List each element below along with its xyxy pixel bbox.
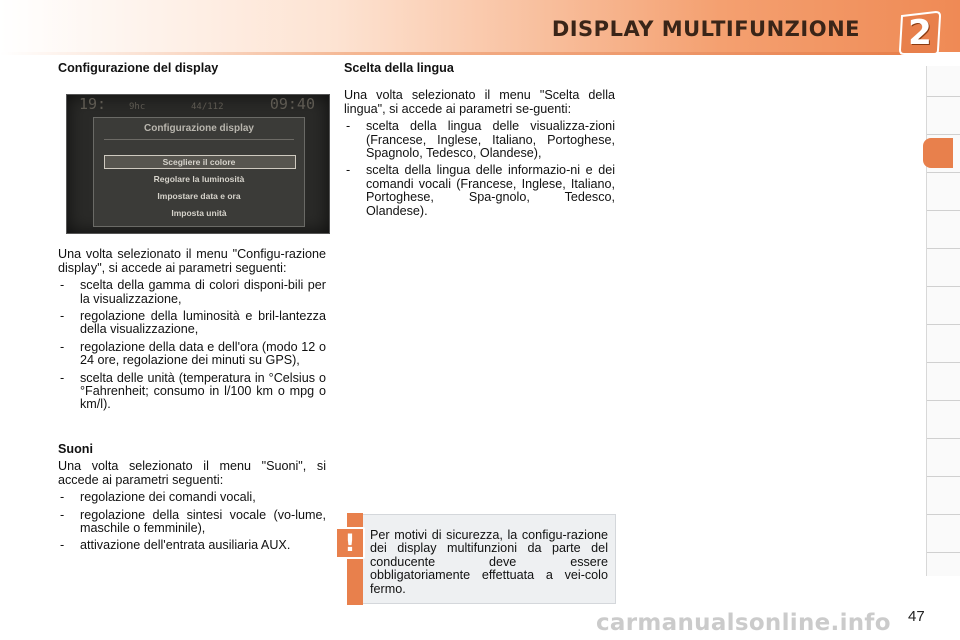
warning-text: Per motivi di sicurezza, la configu-razione dei display multifunzioni da parte del conducente deve essere obbligatoriamente effettuata a vei-colo fermo. (370, 528, 608, 596)
screen-menu-item: Imposta unità (171, 208, 227, 219)
tab-divider (927, 438, 960, 439)
screen-menu-divider (104, 139, 294, 140)
list-item: - regolazione della sintesi vocale (vo-lume, maschile o femminile), (58, 509, 326, 536)
chapter-badge (898, 10, 942, 56)
list-item: - scelta della gamma di colori disponi-bili per la visualizzazione, (58, 279, 326, 306)
display-screenshot (66, 94, 330, 234)
config-intro: Una volta selezionato il menu "Configu-razione display", si accede ai parametri seguenti: (58, 247, 326, 275)
tab-divider (927, 552, 960, 553)
lang-intro: Una volta selezionato il menu "Scelta della lingua", si accede ai parametri se-guenti: (344, 88, 615, 116)
list-item: - scelta della lingua delle visualizza-zioni (Francese, Inglese, Italiano, Portoghese, Spagnolo, Tedesco, Olandese), (344, 120, 615, 160)
screen-menu-title: Configurazione display (143, 123, 254, 135)
screen-menu (93, 117, 305, 227)
tab-divider (927, 286, 960, 287)
tab-divider (927, 96, 960, 97)
suoni-list (58, 491, 326, 553)
tab-divider (927, 400, 960, 401)
screen-indicator: 9hc (129, 102, 146, 113)
tab-divider (927, 134, 960, 135)
tab-divider (927, 248, 960, 249)
safety-warning-box (344, 514, 616, 604)
screen-clock: 09:40 (269, 95, 315, 114)
config-list (58, 279, 326, 412)
watermark: carmanualsonline.info (596, 610, 891, 636)
chapter-number: 2 (908, 13, 932, 53)
tab-divider (927, 514, 960, 515)
tab-divider (927, 324, 960, 325)
screen-menu-item: Impostare data e ora (157, 191, 241, 202)
page-number: 47 (908, 608, 925, 625)
screen-menu-item: Regolare la luminosità (153, 174, 245, 185)
config-heading: Configurazione del display (58, 61, 219, 75)
tab-divider (927, 362, 960, 363)
lang-list (344, 120, 615, 218)
list-item: - regolazione della data e dell'ora (modo 12 o 24 ore, regolazione dei minuti su GPS), (58, 341, 326, 368)
exclamation-icon: ! (335, 527, 365, 559)
list-item: - attivazione dell'entrata ausiliaria AUX. (58, 539, 326, 552)
chapter-tabs (926, 66, 960, 576)
list-item: - scelta della lingua delle informazio-ni e dei comandi vocali (Francese, Inglese, Italiano, Portoghese, Spa-gnolo, Tedesco, Olandese). (344, 164, 615, 218)
suoni-heading: Suoni (58, 441, 93, 456)
list-item: - regolazione dei comandi vocali, (58, 491, 326, 504)
tab-active-chapter[interactable] (923, 138, 953, 168)
tab-divider (927, 476, 960, 477)
suoni-intro: Una volta selezionato il menu "Suoni", si accede ai parametri seguenti: (58, 459, 326, 487)
screen-indicator-2: 44/112 (191, 102, 224, 113)
list-item: - regolazione della luminosità e bril-lantezza della visualizzazione, (58, 310, 326, 337)
right-column (344, 62, 615, 222)
screen-status-bar (67, 95, 329, 117)
header-rule (0, 52, 905, 55)
tab-divider (927, 210, 960, 211)
list-item: - scelta delle unità (temperatura in °Celsius o °Fahrenheit; consumo in l/100 km o mpg o km/l). (58, 372, 326, 412)
screen-time-left: 19: (79, 95, 107, 114)
screen-menu-item: Scegliere il colore (162, 157, 236, 168)
tab-divider (927, 172, 960, 173)
left-column (58, 62, 326, 557)
page-title: DISPLAY MULTIFUNZIONE (551, 17, 860, 41)
lang-heading: Scelta della lingua (344, 61, 454, 75)
